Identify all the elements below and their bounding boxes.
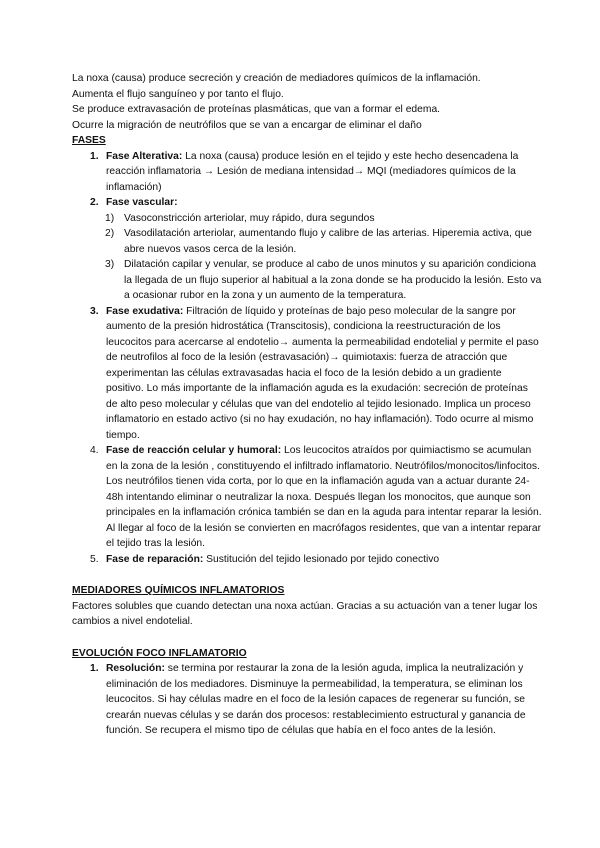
- intro-paragraph: [72, 71, 542, 133]
- item-label: Fase exudativa:: [106, 305, 184, 317]
- document-page: [72, 71, 542, 739]
- item-number: 1.: [90, 150, 99, 162]
- list-item: [72, 443, 542, 552]
- sub-item-number: 3): [105, 259, 115, 270]
- intro-line: Ocurre la migración de neutrófilos que se van a encargar de eliminar el daño: [72, 119, 422, 131]
- item-text: se termina por restaurar la zona de la lesión aguda, implica la neutralización y eliminación de los mediadores. Disminuye la permeabilidad, la temperatura, se eliminan los leucocitos. Si hay células madre en el foco de la lesión capaces de regenerar su función, se crearán nuevas células y se darán dos procesos: restablecimiento estructural y ganancia de función. Se recupera el mismo tipo de células que había en el foco antes de la lesión.: [106, 663, 526, 736]
- item-label: Resolución:: [106, 663, 165, 674]
- item-text: Los leucocitos atraídos por quimiactismo se acumulan en la zona de la lesión , constituyendo el infiltrado inflamatorio. Neutrófilos/monocitos/linfocitos. Los neutrófilos tienen vida corta, por lo que en la inflamación aguda van a actuar durante 24-48h intentando eliminar o neutralizar la noxa. Después llegan los monocitos, que aunque son principales en la inflamación crónica también se dan en la aguda para intentar reparar la lesión. Al llegar al foco de la lesión se convierten en macrófagos residentes, que van a intentar reparar el tejido tras la lesión.: [106, 445, 542, 549]
- section-title-fases: FASES: [72, 135, 106, 146]
- spacer: [72, 630, 542, 646]
- sub-item-text: Vasoconstricción arteriolar, muy rápido, dura segundos: [124, 212, 375, 224]
- evolucion-list: [72, 661, 542, 739]
- sub-item-text: Vasodilatación arteriolar, aumentando flujo y calibre de las arterias. Hiperemia activa, que abre nuevos vasos cerca de la lesión.: [124, 228, 532, 255]
- item-number: 2.: [90, 197, 99, 208]
- section-title-mediadores: MEDIADORES QUÍMICOS INFLAMATORIOS: [72, 585, 285, 596]
- list-item: [72, 195, 542, 304]
- item-text: La noxa (causa) produce lesión en el tejido y este hecho desencadena la reacción inflamatoria → Lesión de mediana intensidad→ MQI (mediadores químicos de la inflamación): [106, 150, 519, 193]
- sub-list-item: [72, 211, 542, 227]
- spacer: [72, 567, 542, 583]
- item-text: Filtración de líquido y proteínas de bajo peso molecular de la sangre por aumento de la presión hidrostática (Transcitosis), condiciona la reestructuración de los leucocitos para acercarse al endotelio→ aumenta la permeabilidad endotelial y permite el paso de neutrofilos al foco de la lesión (estravasación)→ quimiotaxis: fuerza de atracción que experimentan las células extravasadas hacia el foco de la lesión debido a un gradiente positivo. Lo más importante de la inflamación aguda es la exudación: secreción de proteínas de alto peso molecular y células que van del endotelio al tejido lesionado. Implica un proceso inflamatorio en estado activo (si no hay exudación, no hay inflamación). Todo ocurre al mismo tiempo.: [106, 305, 539, 441]
- intro-line: Aumenta el flujo sanguíneo y por tanto el flujo.: [72, 88, 284, 100]
- list-item: [72, 304, 542, 444]
- list-item: [72, 149, 542, 196]
- item-number: 5.: [90, 553, 99, 565]
- item-number: 1.: [90, 663, 99, 674]
- intro-line: La noxa (causa) produce secreción y creación de mediadores químicos de la inflamación.: [72, 73, 481, 84]
- sub-item-number: 2): [105, 228, 115, 239]
- item-label: Fase de reparación:: [106, 553, 204, 565]
- sub-list-item: [72, 257, 542, 304]
- sub-item-text: Dilatación capilar y venular, se produce al cabo de unos minutos y su aparición condiciona la llegada de un flujo superior al habitual a la zona donde se ha producido la lesión. Esto va a ocasionar rubor en la zona y un aumento de la temperatura.: [124, 259, 542, 301]
- item-label: Fase Alterativa:: [106, 150, 183, 162]
- list-item: [72, 552, 542, 568]
- item-text: Sustitución del tejido lesionado por tejido conectivo: [203, 553, 440, 565]
- fases-list: [72, 149, 542, 568]
- intro-line: Se produce extravasación de proteínas plasmáticas, que van a formar el edema.: [72, 104, 441, 115]
- item-number: 4.: [90, 445, 99, 456]
- sub-list-item: [72, 226, 542, 257]
- item-label: Fase vascular:: [106, 197, 178, 208]
- sub-item-number: 1): [105, 212, 115, 224]
- list-item: [72, 661, 542, 739]
- vascular-sublist: [72, 211, 542, 304]
- item-number: 3.: [90, 305, 99, 317]
- section-title-evolucion: EVOLUCIÓN FOCO INFLAMATORIO: [72, 647, 247, 659]
- item-label: Fase de reacción celular y humoral:: [106, 445, 282, 456]
- mediadores-paragraph: Factores solubles que cuando detectan una noxa actúan. Gracias a su actuación van a tener lugar los cambios a nivel endotelial.: [72, 600, 538, 627]
